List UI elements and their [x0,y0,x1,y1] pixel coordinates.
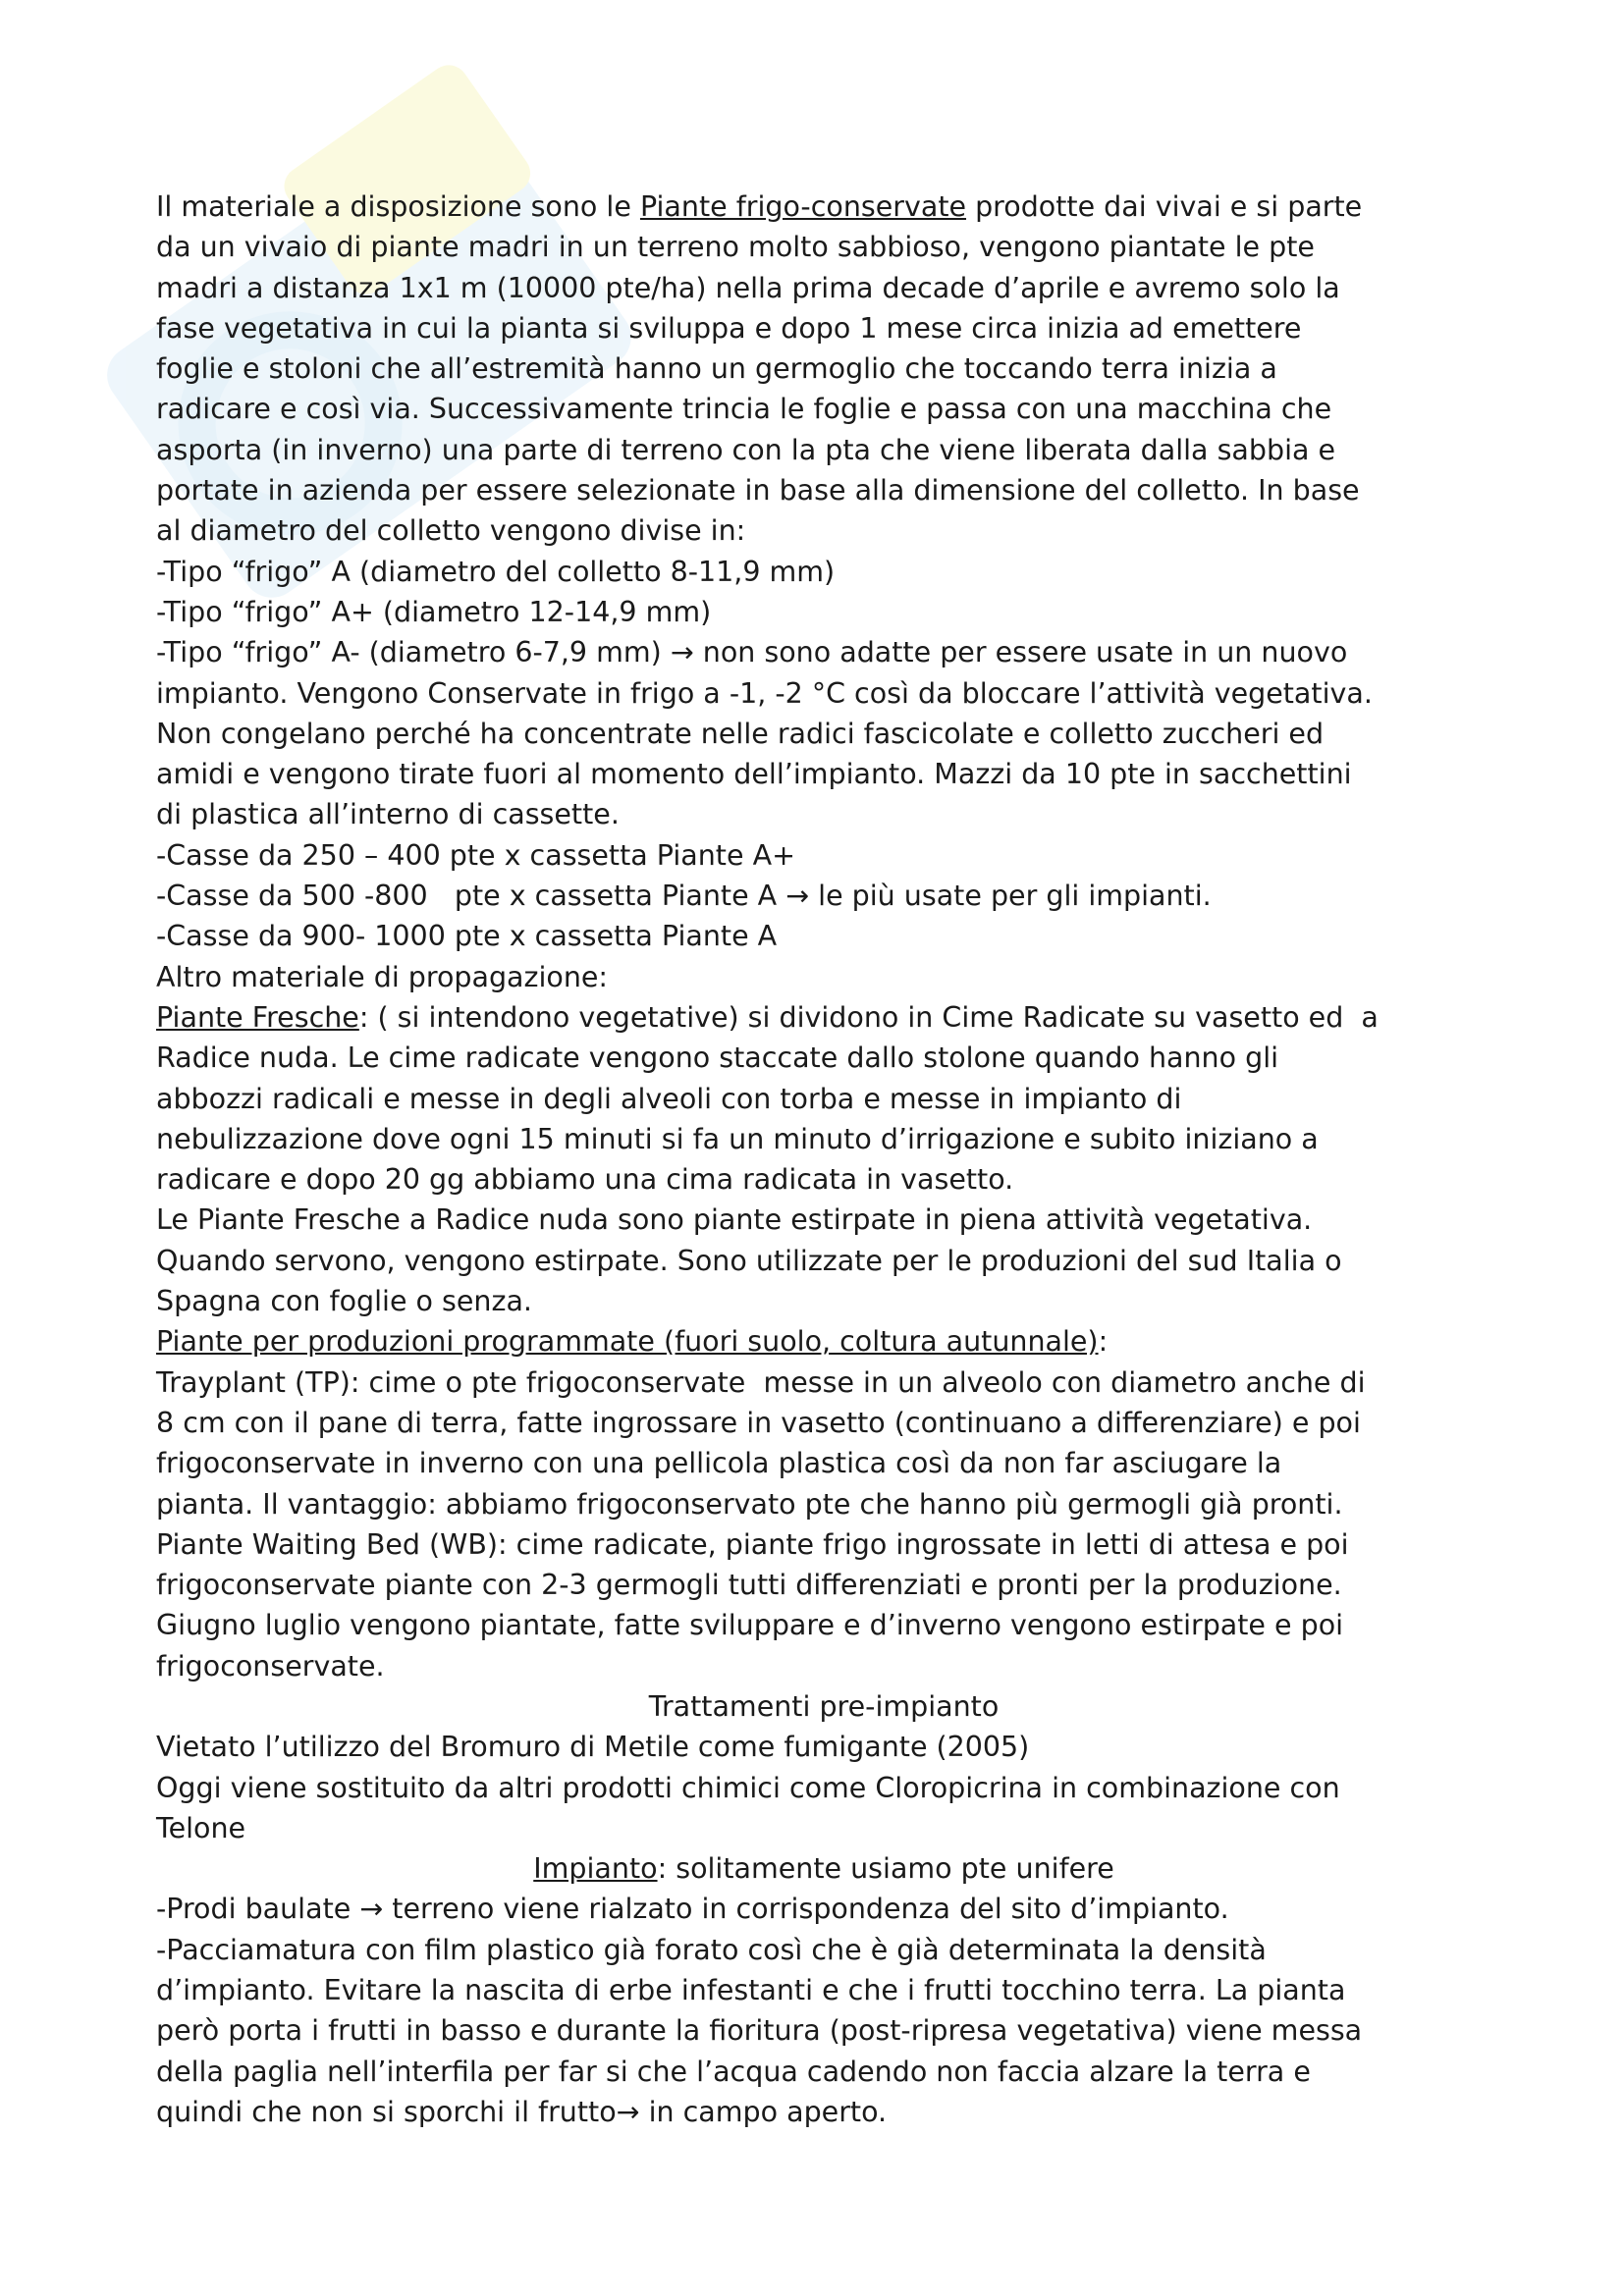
text-line: portate in azienda per essere selezionate in base alla dimensione del colletto. In base [156,474,1360,507]
text-line: madri a distanza 1x1 m (10000 pte/ha) nella prima decade d’aprile e avremo solo la [156,271,1340,304]
underlined-term: Impianto [533,1852,658,1886]
text-line: Quando servono, vengono estirpate. Sono utilizzate per le produzioni del sud Italia o [156,1244,1342,1277]
text-line: al diametro del colletto vengono divise in: [156,514,746,548]
list-item: -Casse da 500 -800 pte x cassetta Piante A → le più usate per gli impianti. [156,880,1212,913]
section-heading: Trattamenti pre-impianto [648,1689,1000,1723]
text-line: Vietato l’utilizzo del Bromuro di Metile come fumigante (2005) [156,1731,1030,1764]
text-line: impianto. Vengono Conservate in frigo a -1, -2 °C così da bloccare l’attività vegetativa. [156,676,1373,710]
underlined-term: Piante frigo-conservate [639,190,967,223]
text-line: di plastica all’interno di cassette. [156,798,620,831]
section-heading: Impianto: solitamente usiamo pte unifere [533,1852,1114,1886]
text-line: d’impianto. Evitare la nascita di erbe infestanti e che i frutti tocchino terra. La pianta [156,1974,1346,2007]
underlined-term: Piante Fresche [156,1000,359,1034]
list-item: -Casse da 900- 1000 pte x cassetta Piante A [156,920,778,953]
text-line: amidi e vengono tirate fuori al momento dell’impianto. Mazzi da 10 pte in sacchettini [156,758,1352,791]
text-line: pianta. Il vantaggio: abbiamo frigoconservato pte che hanno più germogli già pronti. [156,1487,1343,1521]
text-line: frigoconservate piante con 2-3 germogli tutti differenziati e pronti per la produzione. [156,1569,1342,1602]
text-line: Spagna con foglie o senza. [156,1285,532,1318]
text-line: Piante per produzioni programmate (fuori suolo, coltura autunnale): [156,1325,1109,1359]
list-item: -Tipo “frigo” A- (diametro 6-7,9 mm) → non sono adatte per essere usate in un nuovo [156,636,1348,669]
text-line: frigoconservate in inverno con una pellicola plastica così da non far asciugare la [156,1447,1282,1480]
text-line: nebulizzazione dove ogni 15 minuti si fa un minuto d’irrigazione e subito iniziano a [156,1122,1319,1155]
text-line: foglie e stoloni che all’estremità hanno un germoglio che toccando terra inizia a [156,352,1277,386]
text-line: fase vegetativa in cui la pianta si sviluppa e dopo 1 mese circa inizia ad emettere [156,311,1302,345]
text-line: frigoconservate. [156,1649,385,1682]
text-line: Piante Fresche: ( si intendono vegetative) si dividono in Cime Radicate su vasetto ed a [156,1000,1379,1034]
list-item: -Tipo “frigo” A (diametro del colletto 8-11,9 mm) [156,555,836,588]
text-line: Piante Waiting Bed (WB): cime radicate, piante frigo ingrossate in letti di attesa e poi [156,1527,1349,1561]
text-line: Telone [156,1811,246,1844]
text-line: radicare e così via. Successivamente trincia le foglie e passa con una macchina che [156,393,1332,426]
list-item: -Pacciamatura con film plastico già forato così che è già determinata la densità [156,1933,1267,1966]
text-line: Le Piante Fresche a Radice nuda sono piante estirpate in piena attività vegetativa. [156,1203,1313,1237]
text-line: Radice nuda. Le cime radicate vengono staccate dallo stolone quando hanno gli [156,1041,1279,1075]
text-line: radicare e dopo 20 gg abbiamo una cima radicata in vasetto. [156,1163,1014,1197]
text-line: asporta (in inverno) una parte di terreno con la pta che viene liberata dalla sabbia e [156,433,1336,466]
text-line: Il materiale a disposizione sono le Piante frigo-conservate prodotte dai vivai e si parte [156,190,1363,223]
text-line: però porta i frutti in basso e durante la fioritura (post-ripresa vegetativa) viene messa [156,2014,1363,2048]
document-body [156,187,1491,2132]
list-item: -Prodi baulate → terreno viene rialzato in corrispondenza del sito d’impianto. [156,1893,1229,1926]
text-line: della paglia nell’interfila per far si che l’acqua cadendo non faccia alzare la terra e [156,2055,1311,2088]
text-line: quindi che non si sporchi il frutto→ in campo aperto. [156,2095,888,2128]
underlined-term: Piante per produzioni programmate (fuori suolo, coltura autunnale) [156,1325,1099,1359]
text-line: 8 cm con il pane di terra, fatte ingrossare in vasetto (continuano a differenziare) e poi [156,1406,1361,1439]
text-line: da un vivaio di piante madri in un terreno molto sabbioso, vengono piantate le pte [156,231,1315,264]
text-line: Altro materiale di propagazione: [156,960,609,993]
list-item: -Tipo “frigo” A+ (diametro 12-14,9 mm) [156,595,712,628]
text-line: abbozzi radicali e messe in degli alveoli con torba e messe in impianto di [156,1082,1182,1115]
text-line: Non congelano perché ha concentrate nelle radici fascicolate e colletto zuccheri ed [156,717,1325,750]
text-line: Trayplant (TP): cime o pte frigoconservate messe in un alveolo con diametro anche di [156,1365,1366,1399]
list-item: -Casse da 250 – 400 pte x cassetta Piante A+ [156,838,795,872]
text-line: Oggi viene sostituito da altri prodotti chimici come Cloropicrina in combinazione con [156,1771,1340,1804]
text-line: Giugno luglio vengono piantate, fatte sviluppare e d’inverno vengono estirpate e poi [156,1609,1344,1642]
